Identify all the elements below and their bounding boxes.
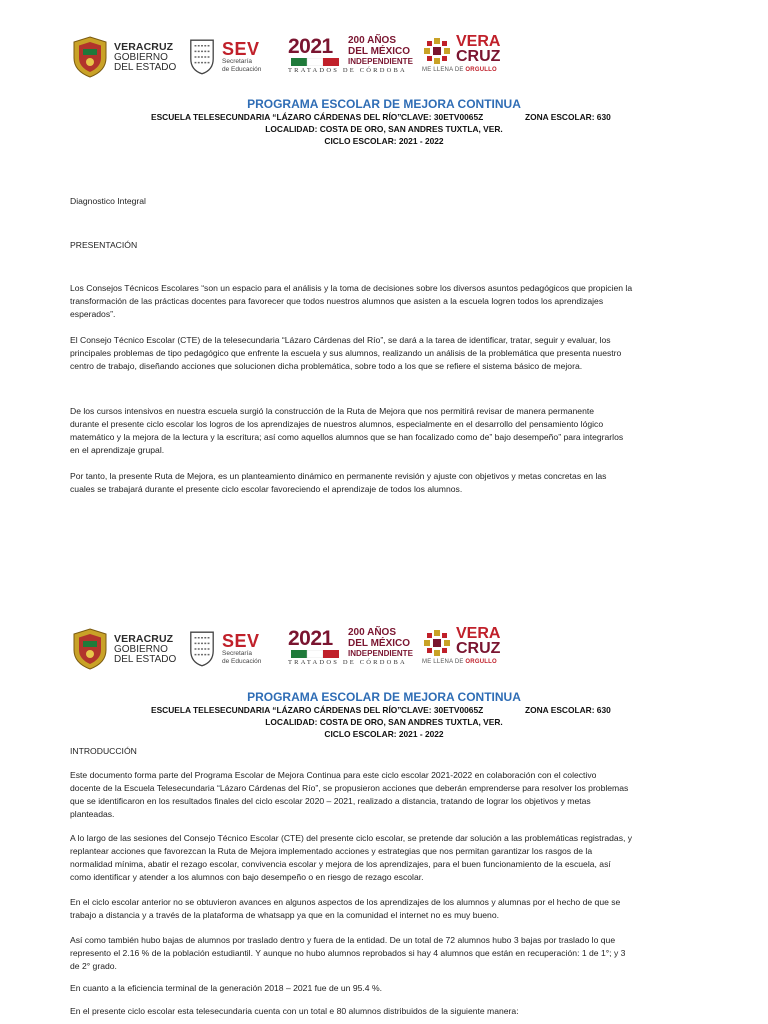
tagline-bold: ORGULLO (465, 659, 497, 665)
text-line: centro de trabajo, diseñando acciones que solucionen dicha problemática, sobre todo a los que se refiere el sistema básico de mejora. (70, 361, 583, 371)
logo-header (70, 626, 630, 686)
text-line: En el ciclo escolar anterior no se obtuvieron avances en algunos aspectos de los aprendizajes de los alumnos y alumnas por el hecho de que se (70, 897, 621, 907)
paragraph (70, 470, 702, 496)
cruz-word: CRUZ (456, 640, 501, 657)
school-ciclo: CICLO ESCOLAR: 2021 - 2022 (324, 729, 444, 739)
wordmark-line: INDEPENDIENTE (348, 57, 413, 66)
text-line: represento el 2.16 % de la población estudiantil. Y aunque no hubo alumnos reprobados si hay 4 alumnos que están en recuperación: 1 de 1°; y 3 (70, 948, 626, 958)
sev-sub: de Educación (222, 658, 262, 665)
sev-name: SEV (222, 631, 260, 651)
sev-sub: Secretaría (222, 58, 252, 65)
sev-sub: Secretaría (222, 650, 252, 657)
bicentenario-year: 2021 (288, 35, 333, 58)
title-block (0, 690, 768, 740)
sev-shield-icon (188, 38, 216, 76)
text-line: de 2° grado. (70, 961, 117, 971)
bicentenario-wordmark (348, 36, 413, 68)
program-title: PROGRAMA ESCOLAR DE MEJORA CONTINUA (247, 690, 521, 704)
sev-name: SEV (222, 39, 260, 59)
text-line: transformación de las prácticas docentes para favorecer que todos nuestros alumnos que asisten a la escuela logren todos los aprendizajes (70, 296, 604, 306)
text-line: replantear acciones que favorezcan la Ruta de Mejora implementado acciones y estrategias que nos permitan garantizar los rasgos de la (70, 846, 593, 856)
veracruz-brand-logo (422, 34, 512, 94)
cruz-word: CRUZ (456, 48, 501, 65)
vera-cruz-wordmark (456, 626, 500, 656)
text-line: matemático y la mejora de la lectura y la escritura; así como aquellos alumnos que se han focalizado como de” bajo desempeño” para integrarlos (70, 432, 624, 442)
bicentenario-wordmark (348, 628, 413, 660)
veracruz-star-icon (422, 628, 452, 658)
tratados-footer: TRATADOS DE CÓRDOBA (288, 659, 407, 666)
school-clave: CLAVE: 30ETV0065Z (401, 112, 484, 122)
school-line (0, 704, 768, 716)
paragraph (70, 896, 702, 922)
text-line: De los cursos intensivos en nuestra escuela surgió la construcción de la Ruta de Mejora que nos permitirá revisar de manera permanente (70, 406, 595, 416)
sev-shield-icon (188, 630, 216, 668)
sev-logo (188, 34, 278, 94)
paragraph (70, 334, 702, 373)
veracruz-gobierno-logo (70, 34, 190, 94)
school-line (0, 111, 768, 123)
presentacion-heading: PRESENTACIÓN (70, 240, 138, 250)
school-zona: ZONA ESCOLAR: 630 (525, 705, 611, 715)
wordmark-line: DEL ESTADO (114, 61, 177, 73)
veracruz-gobierno-wordmark (114, 634, 176, 665)
text-line: cuales se trabajará durante el presente ciclo escolar favoreciendo el aprendizaje de todos los alumnos. (70, 484, 463, 494)
school-ciclo: CICLO ESCOLAR: 2021 - 2022 (324, 136, 444, 146)
veracruz-gobierno-logo (70, 626, 190, 686)
text-line: El Consejo Técnico Escolar (CTE) de la telesecundaria “Lázaro Cárdenas del Río”, se dará a la tarea de identificar, tratar, seguir y evaluar, los (70, 335, 611, 345)
wordmark-line: GOBIERNO (114, 643, 168, 655)
vera-word: VERA (456, 33, 501, 50)
bicentenario-logo (288, 626, 413, 686)
text-line: A lo largo de las sesiones del Consejo Técnico Escolar (CTE) del presente ciclo escolar, se pretende dar solución a las problemáticas registradas, y (70, 833, 633, 843)
text-line: Este documento forma parte del Programa Escolar de Mejora Continua para este ciclo escolar 2021-2022 en colaboración con el colectivo (70, 770, 597, 780)
state-seal-icon (70, 36, 110, 78)
text-line: durante el presente ciclo escolar los logros de los aprendizajes de nuestros alumnos, especialmente en el desarrollo del pensamiento lógico (70, 419, 604, 429)
paragraph (70, 832, 702, 884)
tagline-bold: ORGULLO (465, 67, 497, 73)
paragraph (70, 282, 702, 321)
wordmark-line: INDEPENDIENTE (348, 649, 413, 658)
school-name: ESCUELA TELESECUNDARIA “LÁZARO CÁRDENAS DEL RÍO” (151, 112, 402, 122)
veracruz-brand-logo (422, 626, 512, 686)
localidad-line (0, 716, 768, 728)
school-zona: ZONA ESCOLAR: 630 (525, 112, 611, 122)
sev-wordmark (222, 40, 261, 74)
text-line: planteadas. (70, 809, 115, 819)
veracruz-gobierno-wordmark (114, 42, 176, 73)
orgullo-tagline (422, 67, 497, 73)
flag-stripes-icon (288, 58, 342, 66)
wordmark-line: 200 AÑOS (348, 627, 396, 638)
vera-word: VERA (456, 625, 501, 642)
wordmark-line: DEL MÉXICO (348, 637, 411, 649)
introduccion-heading: INTRODUCCIÓN (70, 746, 137, 756)
school-clave: CLAVE: 30ETV0065Z (401, 705, 484, 715)
paragraph (70, 405, 702, 457)
text-line: docente de la Escuela Telesecundaria “Lázaro Cárdenas del Río”, se propusieron acciones que deberán emprenderse para resolver los problemas (70, 783, 629, 793)
paragraph (70, 769, 702, 821)
tratados-footer: TRATADOS DE CÓRDOBA (288, 67, 407, 74)
text-line: En el presente ciclo escolar esta telesecundaria cuenta con un total e 80 alumnos distribuidos de la siguiente manera: (70, 1006, 519, 1016)
bicentenario-logo (288, 34, 413, 94)
text-line: Los Consejos Técnicos Escolares “son un espacio para el análisis y la toma de decisiones sobre los diversos asuntos pedagógicos que propicien la (70, 283, 633, 293)
text-line: en el aprendizaje grupal. (70, 445, 165, 455)
wordmark-line: GOBIERNO (114, 51, 168, 63)
wordmark-line: VERACRUZ (114, 633, 174, 645)
text-line: normalidad mínima, abatir el rezago escolar, convivencia escolar y mejora de los aprendizajes, para el buen funcionamiento de la escuela, así (70, 859, 611, 869)
diagnostico-heading: Diagnostico Integral (70, 196, 146, 206)
text-line: esperados”. (70, 309, 116, 319)
text-line: principales problemas de tipo pedagógico que enfrente la escuela y sus alumnos, realizando un análisis de la problemática que presenta nuestro (70, 348, 622, 358)
paragraph (70, 982, 702, 995)
paragraph (70, 1005, 702, 1018)
wordmark-line: DEL MÉXICO (348, 45, 411, 57)
sev-wordmark (222, 632, 261, 666)
flag-stripes-icon (288, 650, 342, 658)
paragraph (70, 934, 702, 973)
sev-logo (188, 626, 278, 686)
text-line: Por tanto, la presente Ruta de Mejora, es un planteamiento dinámico en permanente revisión y ajuste con objetivos y metas concretas en las (70, 471, 607, 481)
state-seal-icon (70, 628, 110, 670)
bicentenario-year: 2021 (288, 627, 333, 650)
text-line: que se identificaron en los resultados finales del ciclo escolar 2020 – 2021, realizado a distancia, tratando de lograr los objetivos y metas (70, 796, 591, 806)
orgullo-tagline (422, 659, 497, 665)
tagline-plain: ME LLENA DE (422, 659, 466, 665)
wordmark-line: VERACRUZ (114, 41, 174, 53)
text-line: trabajo a distancia y a través de la plataforma de whatsapp ya que en la comunidad el internet no es muy bueno. (70, 910, 499, 920)
localidad-line (0, 123, 768, 135)
text-line: como identificar y atender a los alumnos con bajo desempeño o en riesgo de rezago escolar. (70, 872, 424, 882)
school-name: ESCUELA TELESECUNDARIA “LÁZARO CÁRDENAS DEL RÍO” (151, 705, 402, 715)
school-localidad: LOCALIDAD: COSTA DE ORO, SAN ANDRES TUXTLA, VER. (265, 124, 503, 134)
program-title: PROGRAMA ESCOLAR DE MEJORA CONTINUA (247, 97, 521, 111)
ciclo-line (0, 135, 768, 147)
logo-header (70, 34, 630, 94)
ciclo-line (0, 728, 768, 740)
text-line: En cuanto a la eficiencia terminal de la generación 2018 – 2021 fue de un 95.4 %. (70, 983, 382, 993)
title-block (0, 97, 768, 147)
veracruz-star-icon (422, 36, 452, 66)
wordmark-line: DEL ESTADO (114, 653, 177, 665)
vera-cruz-wordmark (456, 34, 500, 64)
school-localidad: LOCALIDAD: COSTA DE ORO, SAN ANDRES TUXTLA, VER. (265, 717, 503, 727)
wordmark-line: 200 AÑOS (348, 35, 396, 46)
text-line: Así como también hubo bajas de alumnos por traslado dentro y fuera de la entidad. De un total de 72 alumnos hubo 3 bajas por traslado lo que (70, 935, 616, 945)
sev-sub: de Educación (222, 66, 262, 73)
tagline-plain: ME LLENA DE (422, 67, 466, 73)
